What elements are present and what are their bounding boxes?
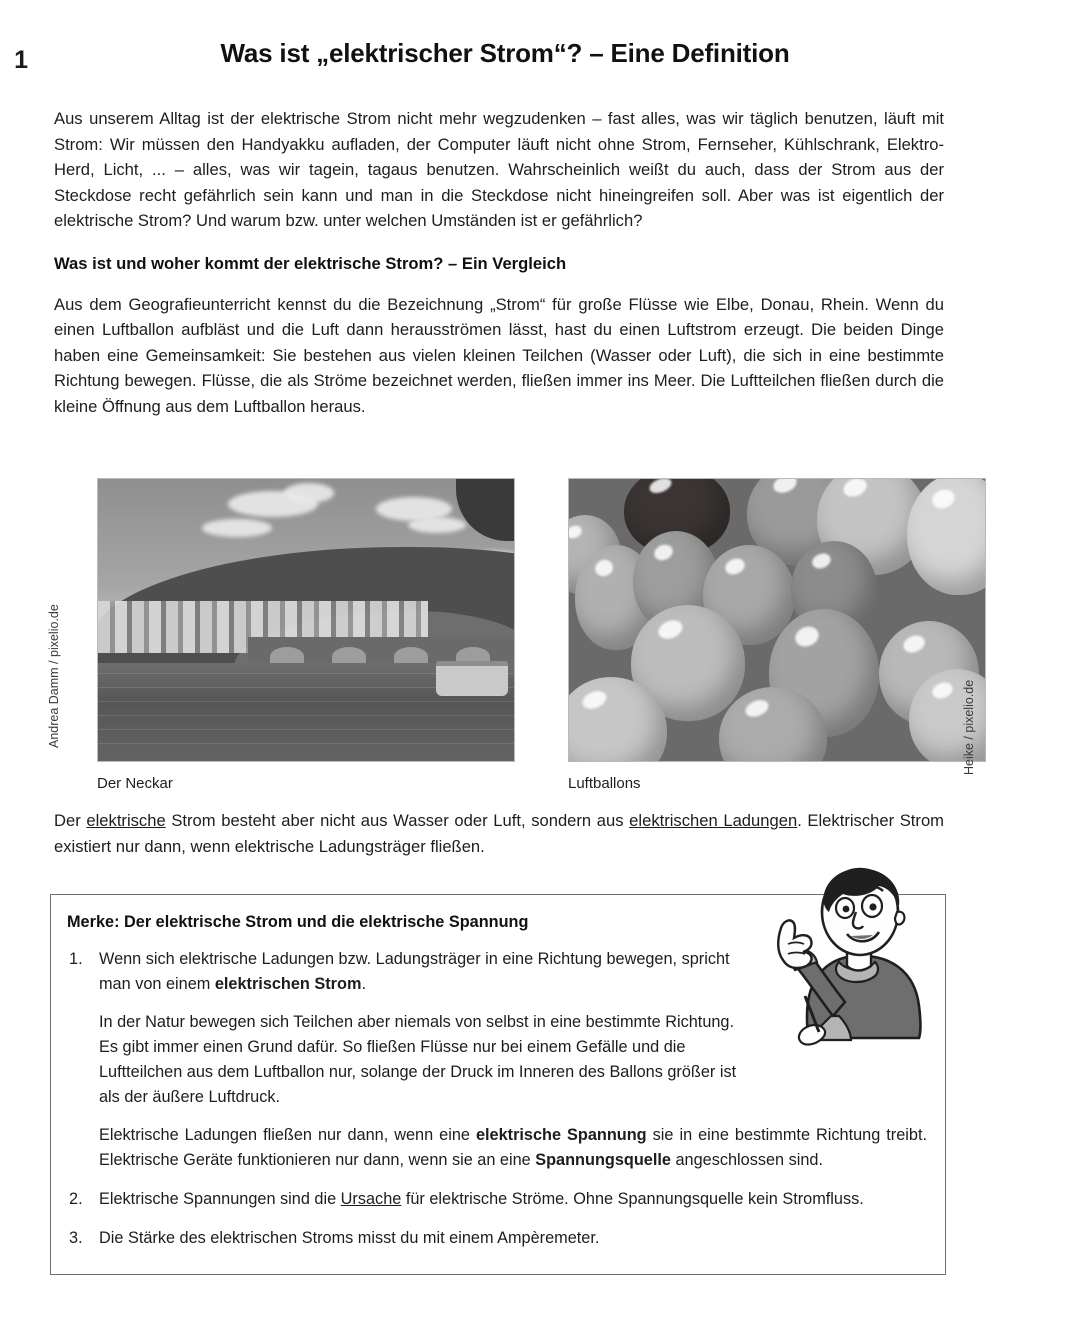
section-subheading: Was ist und woher kommt der elektrische Strom? – Ein Vergleich xyxy=(54,253,567,273)
main-content xyxy=(54,106,944,419)
photo-credit-right: Heike / pixelio.de xyxy=(962,679,976,775)
merke-1-text-a: Wenn sich elektrische Ladungen bzw. Ladungsträger in eine Richtung bewegen, spricht man von einem xyxy=(99,950,730,993)
cloud-shape xyxy=(202,519,272,537)
figure-river xyxy=(97,478,515,794)
figure-balloons xyxy=(568,478,986,794)
comparison-paragraph: Aus dem Geografieunterricht kennst du die Bezeichnung „Strom“ für große Flüsse wie Elbe, Donau, Rhein. Wenn du einen Luftballon aufbläst und die Luft dann herausströmen lässt, hast du einen Luftstrom erzeugt. Die beiden Dinge haben eine Gemeinsamkeit: Sie bestehen aus vielen kleinen Teilchen (Wasser oder Luft), die sich in eine bestimmte Richtung bewegen. Flüsse, die als Ströme bezeichnet werden, fließen immer ins Meer. Die Luftteilchen fließen durch die kleine Öffnung aus dem Luftballon heraus. xyxy=(54,294,944,416)
merke-2-text-b: für elektrische Ströme. Ohne Spannungsquelle kein Stromfluss. xyxy=(401,1190,864,1208)
balloons-photo xyxy=(568,478,986,762)
merke-1-para-1 xyxy=(99,947,754,997)
merke-box xyxy=(50,894,946,1275)
merke-item-3 xyxy=(67,1226,927,1251)
charges-text-part2: Strom besteht aber nicht aus Wasser oder Luft, sondern aus xyxy=(165,811,630,830)
merke-title: Merke: Der elektrische Strom und die elektrische Spannung xyxy=(67,913,529,931)
merke-1-bold-c: Spannungsquelle xyxy=(535,1151,671,1169)
merke-1-text-b: . xyxy=(361,975,366,993)
photo-credit-left: Andrea Damm / pixelio.de xyxy=(47,604,61,748)
merke-1-text-c: Elektrische Ladungen fließen nur dann, wenn eine xyxy=(99,1126,476,1144)
page-header xyxy=(0,38,1069,86)
figure-caption-river: Der Neckar xyxy=(97,775,173,792)
merke-item-1 xyxy=(67,947,927,1173)
cloud-shape xyxy=(408,517,466,533)
merke-1-para-3 xyxy=(99,1123,927,1173)
merke-1-bold-a: elektrischen Strom xyxy=(214,975,362,993)
merke-2-text-a: Elektrische Spannungen sind die xyxy=(99,1190,341,1208)
cloud-shape xyxy=(284,483,334,503)
merke-1-text-d: sie in eine bestimmte Richtung treibt. Elektrische Geräte funktionieren nur dann, wenn sie an eine xyxy=(99,1126,927,1169)
merke-1-text-e: angeschlossen sind. xyxy=(670,1151,824,1169)
river-photo xyxy=(97,478,515,762)
merke-1-para-2: In der Natur bewegen sich Teilchen aber niemals von selbst in eine bestimmte Richtung. Es gibt immer einen Grund dafür. So fließen Flüsse nur bei einem Gefälle und die Luftteilchen aus dem Luftballon nur, solange der Druck im Inneren des Ballons größer ist als der äußere Luftdruck. xyxy=(99,1013,737,1106)
charges-paragraph xyxy=(54,808,944,859)
merke-list xyxy=(67,947,927,1251)
intro-paragraph: Aus unserem Alltag ist der elektrische Strom nicht mehr wegzudenken – fast alles, was wir täglich benutzen, läuft mit Strom: Wir müssen den Handyakku aufladen, der Computer läuft nicht ohne Strom, Fernseher, Kühlschrank, Elektro-Herd, Licht, ... – alles, was wir tagein, tagaus benutzen. Wahrscheinlich weißt du auch, dass der Strom aus der Steckdose recht gefährlich sein kann und man in die Steckdose nicht hineingreifen soll. Aber was ist eigentlich der elektrische Strom? Und warum bzw. unter welchen Umständen ist er gefährlich? xyxy=(54,109,944,230)
merke-2-para-1 xyxy=(99,1187,927,1212)
merke-2-underline: Ursache xyxy=(340,1190,402,1208)
charges-text-part3: . Elektrischer Strom existiert nur dann, wenn elektrische Ladungsträger fließen. xyxy=(54,811,944,856)
page-title: Was ist „elektrischer Strom“? – Eine Definition xyxy=(220,38,790,68)
merke-item-2 xyxy=(67,1187,927,1212)
eyebrow-right xyxy=(863,887,883,891)
tour-boat xyxy=(436,661,508,696)
merke-3-para-1: Die Stärke des elektrischen Stroms misst du mit einem Ampèremeter. xyxy=(99,1229,600,1247)
charges-underline-2: elektrischen Ladungen xyxy=(629,811,798,830)
figure-row xyxy=(0,462,1069,792)
charges-text-part1: Der xyxy=(54,811,87,830)
chapter-number-badge: 1 xyxy=(0,42,32,78)
charges-paragraph-wrap xyxy=(54,808,944,859)
merke-1-bold-b: elektrische Spannung xyxy=(475,1126,647,1144)
charges-underline-1: elektrische xyxy=(86,811,166,830)
figure-caption-balloons: Luftballons xyxy=(568,775,641,792)
